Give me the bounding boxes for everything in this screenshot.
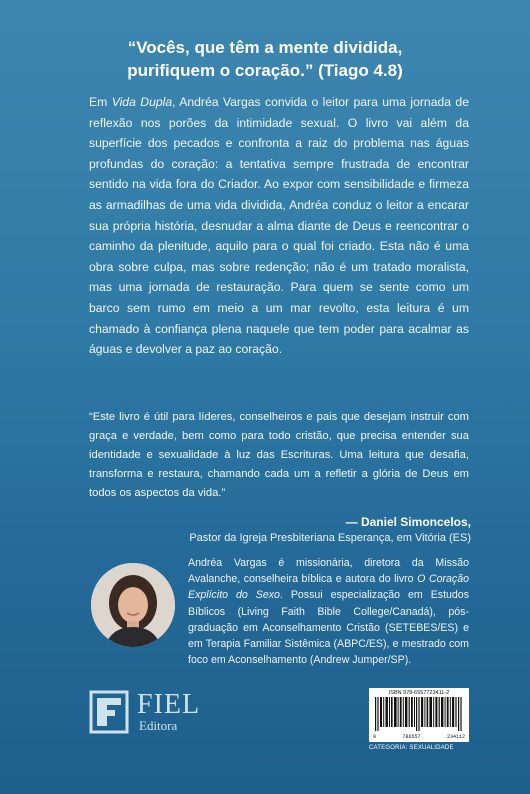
publisher-logo: [89, 688, 200, 736]
fiel-logo-icon: [89, 688, 133, 736]
epigraph-line-2-text: purifiquem o coração.”: [127, 61, 314, 80]
barcode-digits: [373, 734, 465, 740]
description-text: , Andréa Vargas convida o leitor para uma jornada de reflexão nos porões da intimidade sexual. O livro vai além da superfície dos pecados e confronta a raiz do problema nas águas profundas do coração: a tentativa sempre frustrada de encontrar sentido na vida fora do Criador. Ao expor com sensibilidade e firmeza as armadilhas de uma vida dividida, Andréa conduz o leitor a encarar sua própria história, desnudar a alma diante de Deus e reencontrar o caminho da plenitude, aquilo para o qual foi criado. Esta não é uma obra sobre culpa, mas sobre redenção; não é um tratado moralista, mas uma jornada de restauração. Para quem se sente como um barco sem rumo em meio a um mar revolto, esta leitura é um chamado à confiança plena naquele que tem poder para acalmar as águas e devolver a paz ao coração.: [89, 95, 469, 357]
barcode-digits-mid: 786557: [402, 734, 421, 740]
isbn-label: ISBN 978-6557723411-2: [388, 690, 450, 696]
endorsement-author-role: Pastor da Igreja Presbiteriana Esperança, em Vitória (ES): [189, 532, 471, 544]
endorsement-quote-text: “Este livro é útil para líderes, conselheiros e pais que desejam instruir com graça e verdade, bem como para todo cristão, que precisa entender sua identidade e sexualidade à luz das Escrituras. Uma leitura que desafia, transforma e restaura, chamando cada um a refletir a glória de Deus em todos os aspectos da vida.”: [89, 411, 469, 499]
endorsement-quote: [89, 408, 469, 503]
barcode-digit-left: 9: [373, 734, 377, 740]
book-description: [89, 92, 469, 360]
epigraph-line-1: “Vocês, que têm a mente dividida,: [127, 38, 403, 57]
book-category: CATEGORIA: SEXUALIDADE: [369, 745, 454, 751]
author-bio-text: [188, 555, 469, 668]
endorsement-author: — Daniel Simoncelos,: [345, 515, 471, 529]
author-bio: [188, 555, 469, 668]
publisher-subtitle: Editora: [139, 718, 178, 733]
author-bio-part-2: . Possui especialização em Estudos Bíblicos (Living Faith Bible College/Canadá), pós-graduação em Aconselhamento Cristão (SETEBES/ES) e em Terapia Familiar Sistêmica (ABPC/ES), e mestrado com foco em Aconselhamento (Andrew Jumper/SP).: [188, 589, 469, 667]
author-bio-part-1: Andréa Vargas é missionária, diretora da Missão Avalanche, conselheira bíblica e autora do livro: [188, 557, 469, 586]
isbn-barcode: [369, 688, 469, 742]
epigraph-reference: (Tiago 4.8): [318, 61, 403, 80]
barcode-digits-right: 234112: [446, 734, 465, 740]
author-portrait-icon: [91, 563, 175, 647]
author-bio-book-title: O Coração Explícito do Sexo: [188, 573, 469, 602]
publisher-name: FIEL: [137, 689, 201, 720]
epigraph-line-2: [60, 59, 470, 82]
description-prefix: Em: [89, 95, 112, 109]
author-photo: [91, 563, 175, 647]
publisher-name-block: [137, 691, 200, 733]
epigraph-quote: [60, 36, 470, 82]
description-book-title: Vida Dupla: [111, 95, 173, 109]
description-paragraph: [89, 92, 469, 360]
barcode-icon: [375, 697, 463, 731]
